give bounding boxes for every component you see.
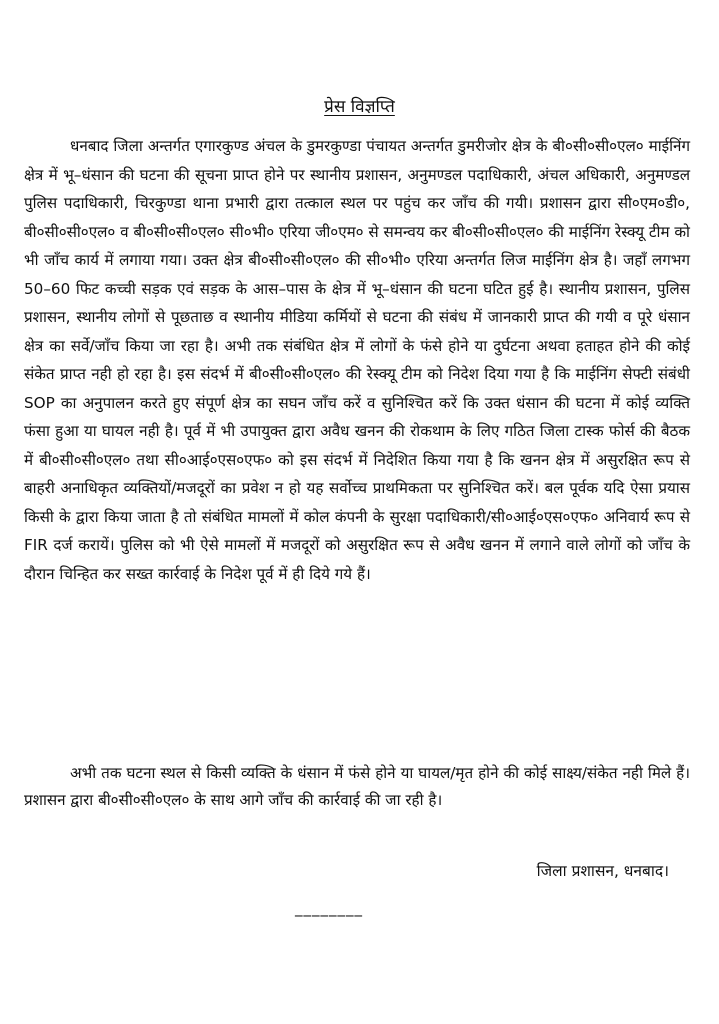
paragraph-closing: अभी तक घटना स्थल से किसी व्यक्ति के धंसान में फंसे होने या घायल/मृत होने की कोई साक्ष्य/संकेत नही मिले हैं। प्रशासन द्वारा बी०सी०सी०एल० के साथ आगे जाँच की कार्रवाई की जा रही है। <box>24 764 690 809</box>
title-text: प्रेस विज्ञप्ति <box>324 97 395 117</box>
end-marker: ________ <box>295 899 363 917</box>
signature: जिला प्रशासन, धनबाद। <box>536 862 669 880</box>
paragraph-main: धनबाद जिला अन्तर्गत एगारकुण्ड अंचल के डुमरकुण्डा पंचायत अन्तर्गत डुमरीजोर क्षेत्र के बी०सी०सी०एल० माईनिंग क्षेत्र में भू–धंसान की घटना की सूचना प्राप्त होने पर स्थानीय प्रशासन, अनुमण्डल पदाधिकारी, अंचल अधिकारी, अनुमण्डल पुलिस पदाधिकारी, चिरकुण्डा थाना प्रभारी द्वारा तत्काल स्थल पर पहुंच कर जाँच की गयी। प्रशासन द्वारा सी०एम०डी०, बी०सी०सी०एल० व बी०सी०सी०एल० सी०भी० एरिया जी०एम० से समन्वय कर बी०सी०सी०एल० की माईनिंग रेस्क्यू टीम को भी जाँच कार्य में लगाया गया। उक्त क्षेत्र बी०सी०सी०एल० की सी०भी० एरिया अन्तर्गत लिज माईनिंग क्षेत्र है। जहाँ लगभग 50–60 फिट कच्ची सड़क एवं सड़क के आस–पास के क्षेत्र में भू–धंसान की घटना घटित हुई है। स्थानीय प्रशासन, पुलिस प्रशासन, स्थानीय लोगों से पूछताछ व स्थानीय मीडिया कर्मियों से घटना की संबंध में जानकारी प्राप्त की गयी व पूरे धंसान क्षेत्र का सर्वे/जाँच किया जा रहा है। अभी तक संबंधित क्षेत्र में लोगों के फंसे होने या दुर्घटना अथवा हताहत होने की कोई संकेत प्राप्त नही हो रहा है। इस संदर्भ में बी०सी०सी०एल० की रेस्क्यू टीम को निदेश दिया गया है कि माईनिंग सेफ्टी संबंधी SOP का अनुपालन करते हुए संपूर्ण क्षेत्र का सघन जाँच करें व सुनिश्चित करें कि उक्त धंसान की घटना में कोई व्यक्ति फंसा हुआ या घायल नही है। पूर्व में भी उपायुक्त द्वारा अवैध खनन की रोकथाम के लिए गठित जिला टास्क फोर्स की बैठक में बी०सी०सी०एल० तथा सी०आई०एस०एफ० को इस संदर्भ में निदेशित किया गया है कि खनन क्षेत्र में असुरक्षित रूप से बाहरी अनाधिकृत व्यक्तियों/मजदूरों का प्रवेश न हो यह सर्वोच्च प्राथमिकता पर सुनिश्चित करें। बल पूर्वक यदि ऐसा प्रयास किसी के द्वारा किया जाता है तो संबंधित मामलों में कोल कंपनी के सुरक्षा पदाधिकारी/सी०आई०एस०एफ० अनिवार्य रूप से FIR दर्ज करायें। पुलिस को भी ऐसे मामलों में मजदूरों को असुरक्षित रूप से अवैध खनन में लगाने वाले लोगों को जाँच के दौरान चिन्हित कर सख्त कार्रवाई के निदेश पूर्व में ही दिये गये हैं। <box>24 137 690 583</box>
page-title <box>0 96 719 118</box>
